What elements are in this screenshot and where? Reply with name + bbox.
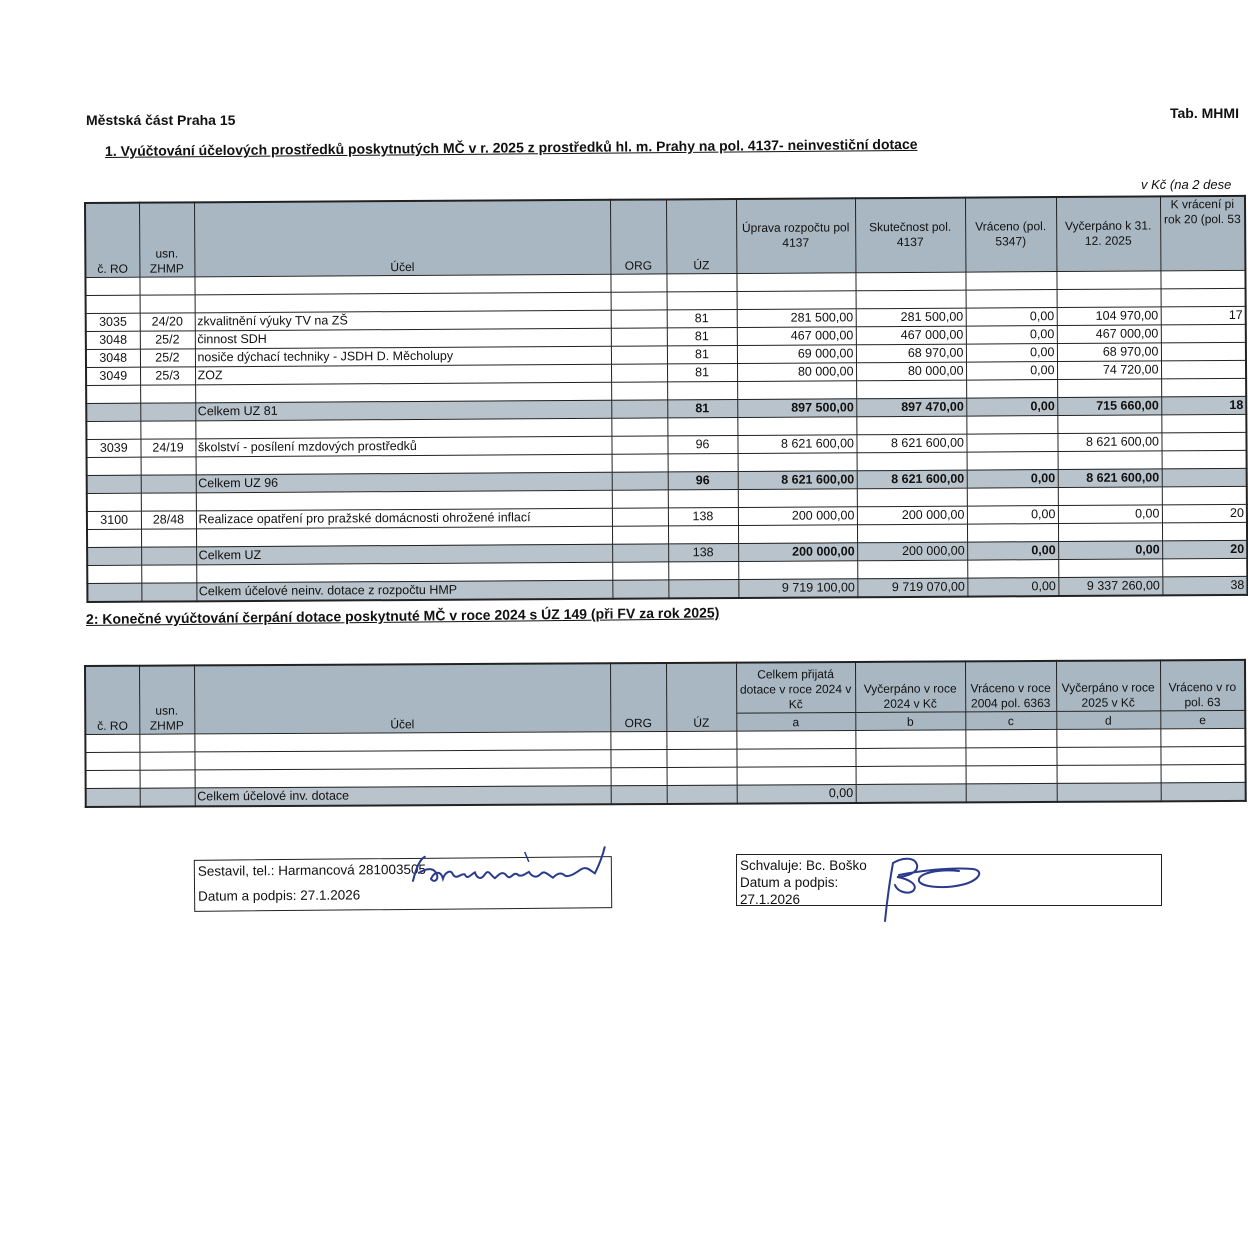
col-ro: č. RO bbox=[85, 666, 139, 734]
subtotal-skutecnost: 200 000,00 bbox=[857, 542, 967, 561]
municipality-name: Městská část Praha 15 bbox=[86, 112, 236, 128]
subtotal-label: Celkem UZ bbox=[196, 544, 612, 565]
prepared-date-line: Datum a podpis: 27.1.2026 bbox=[198, 887, 361, 904]
cell-usn: 25/2 bbox=[140, 330, 195, 348]
cell-uprava: 80 000,00 bbox=[737, 362, 856, 381]
cell-ucel: zkvalitnění výuky TV na ZŠ bbox=[195, 310, 611, 331]
cell-usn: 25/2 bbox=[140, 348, 195, 366]
subtotal-k-vraceni bbox=[1162, 468, 1247, 487]
cell-uprava: 200 000,00 bbox=[738, 506, 857, 525]
cell-usn: 24/20 bbox=[140, 312, 195, 330]
subtotal-uz: 81 bbox=[667, 399, 737, 417]
cell-vraceno bbox=[966, 433, 1057, 452]
grand-total-vycerpano: 9 337 260,00 bbox=[1058, 576, 1162, 595]
prepared-by-box bbox=[194, 856, 612, 912]
table-reference: Tab. MHMI bbox=[1170, 105, 1239, 121]
approved-by-box bbox=[736, 854, 1162, 906]
cell-skutecnost: 467 000,00 bbox=[856, 326, 966, 345]
cell-uz: 81 bbox=[667, 345, 737, 363]
cell-ro: 3039 bbox=[86, 439, 140, 457]
cell-vycerpano: 8 621 600,00 bbox=[1057, 432, 1161, 451]
prepared-by-line: Sestavil, tel.: Harmancová 281003505 bbox=[197, 861, 427, 879]
grand-total-uprava: 9 719 100,00 bbox=[738, 578, 857, 597]
letter-a: a bbox=[736, 712, 855, 731]
col-vraceno: Vráceno (pol. 5347) bbox=[965, 197, 1056, 272]
col-uprava: Úprava rozpočtu pol 4137 bbox=[736, 198, 855, 273]
cell-skutecnost: 80 000,00 bbox=[856, 362, 966, 381]
cell-ucel: činnost SDH bbox=[195, 328, 611, 349]
cell-uprava: 8 621 600,00 bbox=[737, 434, 856, 453]
table-header-row bbox=[85, 660, 1245, 716]
cell-vraceno: 0,00 bbox=[966, 307, 1057, 326]
grand-total-vraceno: 0,00 bbox=[967, 577, 1058, 596]
cell-vycerpano: 68 970,00 bbox=[1057, 342, 1161, 361]
cell-vycerpano: 467 000,00 bbox=[1057, 324, 1161, 343]
cell-k-vraceni: 20 bbox=[1162, 504, 1247, 523]
subtotal-k-vraceni: 20 bbox=[1162, 540, 1247, 559]
letter-b: b bbox=[855, 711, 965, 730]
cell-org bbox=[611, 363, 667, 381]
cell-uz: 81 bbox=[667, 309, 737, 327]
grand-total-skutecnost: 9 719 070,00 bbox=[857, 578, 967, 597]
cell-ro: 3048 bbox=[86, 349, 140, 367]
col-uz: ÚZ bbox=[666, 199, 736, 273]
cell-k-vraceni bbox=[1161, 342, 1246, 361]
approved-by-line: Schvaluje: Bc. Boško bbox=[740, 858, 867, 873]
col-celkem: Celkem přijatá dotace v roce 2024 v Kč bbox=[736, 662, 855, 713]
cell-ucel: nosiče dýchací techniky - JSDH D. Měcholupy bbox=[195, 346, 611, 367]
col-vraceno-ro: Vráceno v ro pol. 63 bbox=[1160, 660, 1245, 710]
subtotal-uz: 138 bbox=[668, 543, 738, 561]
cell-uz: 81 bbox=[667, 363, 737, 381]
subtotal-k-vraceni: 18 bbox=[1161, 396, 1246, 415]
subtotal-vraceno: 0,00 bbox=[967, 541, 1058, 560]
cell-vycerpano: 104 970,00 bbox=[1057, 306, 1161, 325]
handwritten-signature-right bbox=[869, 851, 999, 931]
cell-k-vraceni bbox=[1161, 324, 1246, 343]
section2-title: 2: Konečné vyúčtování čerpání dotace poskytnuté MČ v roce 2024 s ÚZ 149 (při FV za rok 2025) bbox=[85, 604, 720, 627]
table-header-row bbox=[85, 196, 1245, 277]
subtotal-skutecnost: 897 470,00 bbox=[856, 398, 966, 417]
cell-skutecnost: 200 000,00 bbox=[857, 506, 967, 525]
col-usn: usn. ZHMP bbox=[139, 202, 194, 276]
col-ro: č. RO bbox=[85, 203, 139, 277]
cell-org bbox=[611, 309, 667, 327]
final-settlement-table bbox=[84, 659, 1247, 808]
cell-vraceno: 0,00 bbox=[967, 505, 1058, 524]
cell-ro: 3049 bbox=[86, 367, 140, 385]
cell-org bbox=[611, 327, 667, 345]
subtotal-label: Celkem UZ 96 bbox=[196, 472, 612, 493]
col-k-vraceni: K vrácení pi rok 20 (pol. 53 bbox=[1160, 196, 1245, 271]
letter-c: c bbox=[965, 711, 1056, 729]
cell-skutecnost: 8 621 600,00 bbox=[856, 434, 966, 453]
cell-uz: 96 bbox=[667, 435, 737, 453]
cell-ro: 3035 bbox=[86, 313, 140, 331]
approved-date-label: Datum a podpis: bbox=[740, 875, 839, 890]
cell-vycerpano: 0,00 bbox=[1058, 504, 1162, 523]
cell-k-vraceni bbox=[1161, 432, 1246, 451]
col-org: ORG bbox=[610, 663, 666, 731]
cell-k-vraceni bbox=[1161, 360, 1246, 379]
grand-total-label: Celkem účelové neinv. dotace z rozpočtu HMP bbox=[196, 580, 612, 601]
cell-k-vraceni: 17 bbox=[1161, 306, 1246, 325]
col-vycerpano-2024: Vyčerpáno v roce 2024 v Kč bbox=[855, 661, 965, 712]
col-skutecnost: Skutečnost pol. 4137 bbox=[855, 198, 965, 273]
subtotal-vraceno: 0,00 bbox=[966, 397, 1057, 416]
cell-ro: 3048 bbox=[86, 331, 140, 349]
cell-vycerpano: 74 720,00 bbox=[1057, 360, 1161, 379]
cell-vraceno: 0,00 bbox=[966, 325, 1057, 344]
col-org: ORG bbox=[610, 199, 666, 273]
cell-ucel: školství - posílení mzdových prostředků bbox=[195, 436, 611, 457]
total-celkem: 0,00 bbox=[737, 784, 856, 803]
subtotal-skutecnost: 8 621 600,00 bbox=[857, 470, 967, 489]
cell-usn: 24/19 bbox=[140, 438, 195, 456]
cell-vraceno: 0,00 bbox=[966, 343, 1057, 362]
cell-usn: 28/48 bbox=[141, 510, 196, 528]
cell-uz: 138 bbox=[668, 507, 738, 525]
cell-uprava: 69 000,00 bbox=[737, 344, 856, 363]
subtotal-uprava: 897 500,00 bbox=[737, 398, 856, 417]
cell-skutecnost: 281 500,00 bbox=[856, 308, 966, 327]
col-ucel: Účel bbox=[194, 663, 610, 733]
letter-d: d bbox=[1056, 710, 1160, 729]
cell-org bbox=[611, 345, 667, 363]
subtotal-label: Celkem UZ 81 bbox=[195, 400, 611, 421]
cell-vraceno: 0,00 bbox=[966, 361, 1057, 380]
col-vycerpano-2025: Vyčerpáno v roce 2025 v Kč bbox=[1056, 660, 1160, 711]
total-label: Celkem účelové inv. dotace bbox=[195, 785, 611, 806]
subtotal-vraceno: 0,00 bbox=[967, 469, 1058, 488]
col-vraceno-2004: Vráceno v roce 2004 pol. 6363 bbox=[965, 661, 1056, 711]
approved-date-value: 27.1.2026 bbox=[740, 892, 801, 907]
cell-uprava: 467 000,00 bbox=[737, 326, 856, 345]
subtotal-uz: 96 bbox=[668, 471, 738, 489]
cell-usn: 25/3 bbox=[140, 366, 195, 384]
col-uz: ÚZ bbox=[666, 663, 736, 731]
subtotal-vycerpano: 8 621 600,00 bbox=[1058, 468, 1162, 487]
subtotal-uprava: 200 000,00 bbox=[738, 542, 857, 561]
cell-uz: 81 bbox=[667, 327, 737, 345]
cell-skutecnost: 68 970,00 bbox=[856, 344, 966, 363]
subtotal-vycerpano: 0,00 bbox=[1058, 540, 1162, 559]
col-usn: usn. ZHMP bbox=[139, 665, 194, 733]
subtotal-uprava: 8 621 600,00 bbox=[738, 470, 857, 489]
units-note: v Kč (na 2 dese bbox=[1141, 177, 1232, 192]
handwritten-signature-left bbox=[405, 843, 615, 895]
letter-e: e bbox=[1160, 710, 1245, 728]
grand-total-k-vraceni: 38 bbox=[1162, 576, 1247, 595]
col-vycerpano: Vyčerpáno k 31. 12. 2025 bbox=[1056, 196, 1160, 271]
subtotal-vycerpano: 715 660,00 bbox=[1057, 396, 1161, 415]
cell-uprava: 281 500,00 bbox=[737, 308, 856, 327]
subsidy-table bbox=[84, 195, 1248, 603]
section1-title: 1. Vyúčtování účelových prostředků poskytnutých MČ v r. 2025 z prostředků hl. m. Prahy na pol. 4137- neinvestiční dotace bbox=[104, 135, 918, 159]
col-ucel: Účel bbox=[194, 200, 610, 277]
cell-ro: 3100 bbox=[87, 511, 141, 529]
cell-ucel: Realizace opatření pro pražské domácnosti ohrožené inflací bbox=[196, 508, 612, 529]
cell-ucel: ZOZ bbox=[195, 364, 611, 385]
